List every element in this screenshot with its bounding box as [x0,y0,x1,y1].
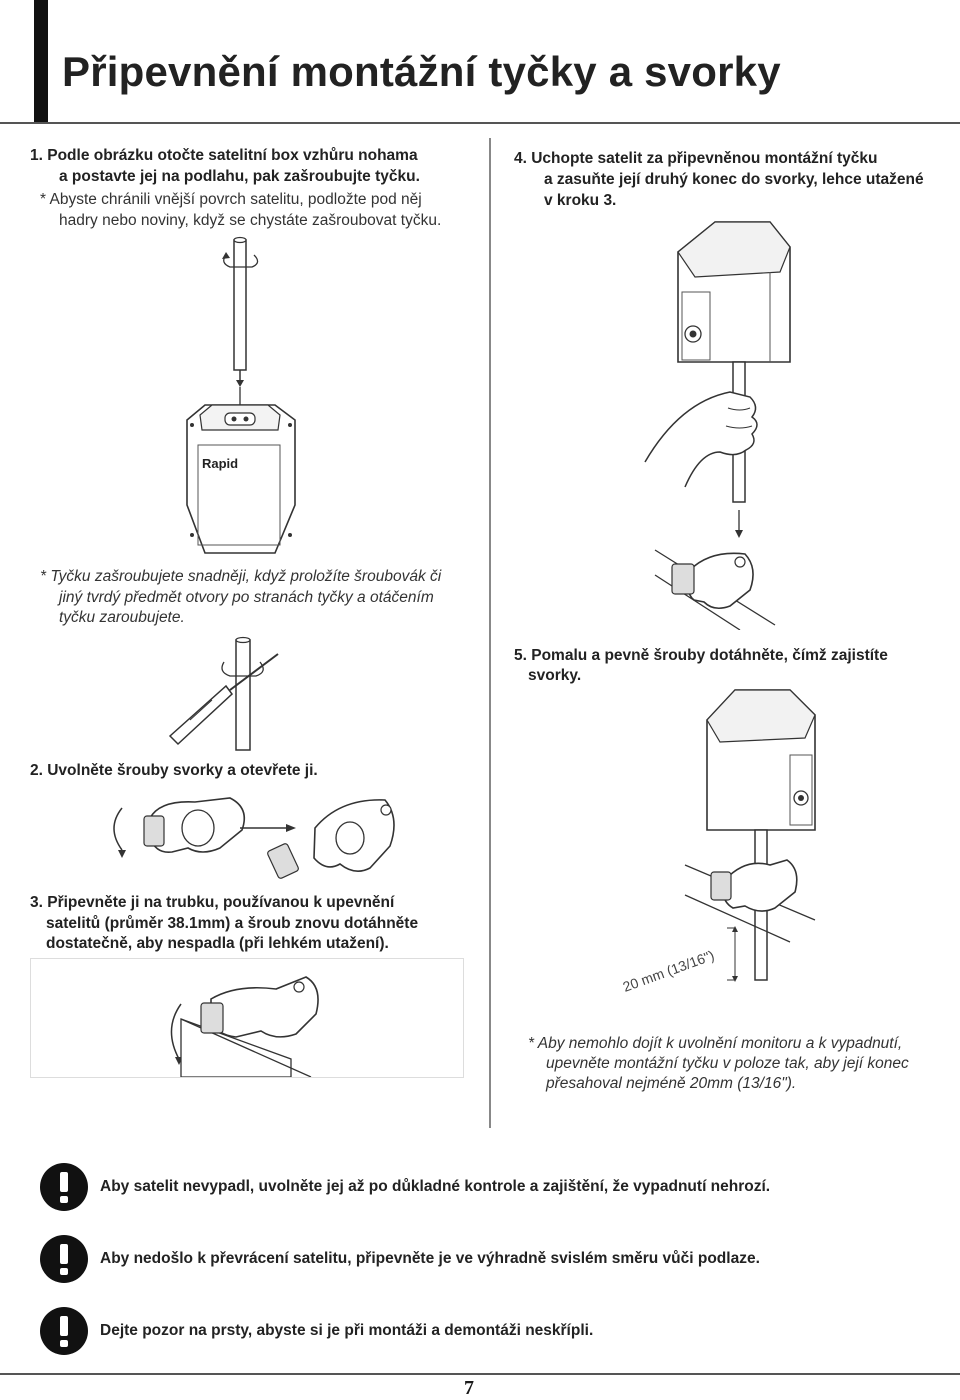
secure-note-line1: * Aby nemohlo dojít k uvolnění monitoru a k vypadnutí, [528,1035,903,1052]
figure-clamp-open [100,788,465,888]
warning-row [40,1235,940,1285]
clamp-icon [201,977,318,1037]
warning-icon [40,1235,88,1283]
step1-note-line2: hadry nebo noviny, když se chystáte zašroubovat tyčku. [59,212,442,229]
warning-icon [40,1307,88,1355]
figure-screwdriver [160,632,460,752]
column-divider [489,138,491,1128]
speaker-icon [187,405,295,553]
warning-text: Dejte pozor na prsty, abyste si je při montáži a demontáži neskřípli. [100,1322,594,1339]
step5-line2: svorky. [528,667,582,684]
clamp-icon [267,800,394,879]
speaker-logo: Rapid [202,456,239,471]
step5-line1: 5. Pomalu a pevně šrouby dotáhněte, čímž zajistíte [514,647,888,664]
title-accent-bar [34,0,48,123]
arrow-right-icon [240,824,296,832]
figure-speaker-hand [640,212,810,542]
step3-line1: 3. Připevněte ji na trubku, používanou k upevnění [30,894,395,911]
speaker-icon [707,690,815,830]
step4-line1: 4. Uchopte satelit za připevněnou montážní tyčku [514,150,878,167]
step1-line2: a postavte jej na podlahu, pak zašroubujte tyčku. [59,168,420,185]
title-divider [0,122,960,124]
step4-line3: v kroku 3. [544,192,617,209]
step2-text: 2. Uvolněte šrouby svorky a otevřete ji. [30,762,318,779]
figure-secured-speaker [615,680,945,1015]
step4-line2: a zasuňte její druhý konec do svorky, lehce utažené [544,171,924,188]
page-title: Připevnění montážní tyčky a svorky [62,48,781,95]
step3-line3: dostatečně, aby nespadla (při lehkém utažení). [46,935,389,952]
pole-icon [234,238,246,388]
warning-row [40,1163,940,1213]
clamp-icon [672,553,753,608]
step3-line2: satelitů (průměr 38.1mm) a šroub znovu dotáhněte [46,915,419,932]
dimension-label: 20 mm (13/16") [620,946,717,995]
speaker-icon [678,222,790,362]
footer-divider [0,1373,960,1375]
warning-text: Aby satelit nevypadl, uvolněte jej až po důkladné kontrole a zajištění, že vypadnutí nehrozí. [100,1178,771,1195]
clamp-icon [144,798,244,852]
figure-clamp-open-right [650,540,780,630]
secure-note-line2: upevněte montážní tyčku v poloze tak, aby její konec [546,1055,909,1072]
secure-note-line3: přesahoval nejméně 20mm (13/16"). [546,1075,797,1092]
warning-icon [40,1163,88,1211]
rotate-arrow-icon [114,808,126,858]
clamp-icon [711,860,797,911]
screwdriver-icon [170,654,278,744]
figure-clamp-on-tube [30,958,464,1078]
step1-line1: 1. Podle obrázku otočte satelitní box vzhůru nohama [30,147,418,164]
figure-speaker-upside-down [150,235,340,560]
screw-note-line3: tyčku zaroubujete. [59,609,185,626]
screw-note-line1: * Tyčku zašroubujete snadněji, když proložíte šroubovák či [40,568,442,585]
warning-row [40,1307,940,1357]
step1-note-line1: * Abyste chránili vnější povrch satelitu, podložte pod něj [40,191,422,208]
warning-text: Aby nedošlo k převrácení satelitu, připevněte je ve výhradně svislém směru vůči podlaze. [100,1250,760,1267]
screw-note-line2: jiný tvrdý předmět otvory po stranách tyčky a otáčením [59,589,434,606]
page-number: 7 [464,1377,474,1399]
